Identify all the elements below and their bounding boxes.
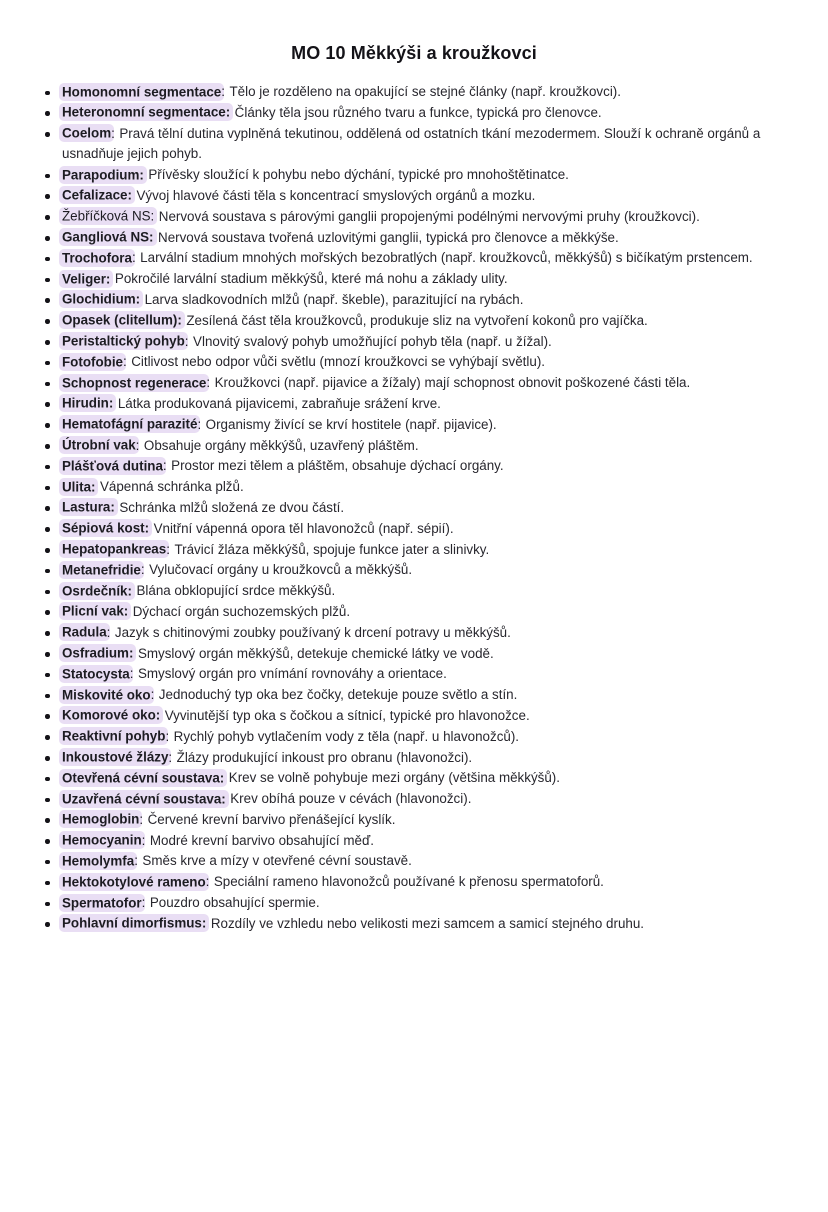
term-definition: Organismy živící se krví hostitele (např. pijavice). — [205, 416, 497, 432]
term-list-item — [43, 810, 788, 831]
term-list-item — [43, 727, 788, 748]
term-list-item — [43, 124, 788, 166]
term-definition: Trávicí žláza měkkýšů, spojuje funkce jater a slinivky. — [174, 541, 490, 557]
term-colon: : — [166, 541, 170, 557]
term-definition: Červené krevní barvivo přenášející kyslík. — [147, 811, 396, 827]
term-definition: Rozdíly ve vzhledu nebo velikosti mezi samcem a samicí stejného druhu. — [210, 915, 645, 931]
term-highlight: Homonomní segmentace — [59, 83, 224, 101]
term-highlight: Hepatopankreas — [59, 540, 169, 558]
term-colon: : — [122, 354, 127, 370]
term-list-item — [43, 914, 788, 935]
term-highlight: Miskovité oko — [59, 686, 154, 704]
term-list-item — [43, 519, 788, 540]
term-colon: : — [197, 416, 202, 432]
term-highlight: Parapodium: — [59, 166, 147, 184]
term-list-item — [43, 706, 788, 727]
term-definition: Rychlý pohyb vytlačením vody z těla (např. u hlavonožců). — [173, 728, 520, 744]
term-definition: Přívěsky sloužící k pohybu nebo dýchání, typické pro mnohoštětinatce. — [148, 167, 569, 183]
term-highlight: Osfradium: — [59, 644, 136, 662]
term-highlight: Schopnost regenerace — [59, 374, 209, 392]
term-highlight: Uzavřená cévní soustava: — [59, 790, 229, 808]
term-colon: : — [140, 562, 145, 578]
term-highlight: Útrobní vak — [59, 436, 139, 454]
term-definition: Dýchací orgán suchozemských plžů. — [132, 603, 351, 619]
term-definition: Speciální rameno hlavonožců používané k přenosu spermatoforů. — [213, 874, 604, 890]
term-definition: Pouzdro obsahující spermie. — [149, 895, 320, 911]
term-highlight: Žebříčková NS: — [59, 207, 157, 225]
term-highlight: Hemolymfa — [59, 852, 137, 870]
term-colon: : — [134, 853, 138, 869]
term-definition: Žlázy produkující inkoust pro obranu (hlavonožci). — [176, 749, 473, 765]
term-highlight: Hemoglobin — [59, 810, 142, 828]
term-definition: Vlnovitý svalový pohyb umožňující pohyb těla (např. u žížal). — [193, 333, 552, 349]
term-highlight: Inkoustové žlázy — [59, 748, 171, 766]
term-definition: Pravá tělní dutina vyplněná tekutinou, oddělená od ostatních tkání mezodermem. Slouží k ochraně orgánů a usnadňuje jejich pohyb. — [62, 125, 761, 162]
term-definition: Citlivost nebo odpor vůči světlu (mnozí kroužkovci se vyhýbají světlu). — [131, 354, 546, 370]
term-highlight: Komorové oko: — [59, 706, 163, 724]
term-definition: Prostor mezi tělem a pláštěm, obsahuje dýchací orgány. — [171, 458, 504, 474]
term-highlight: Pohlavní dimorfismus: — [59, 914, 209, 932]
term-list-item — [43, 602, 788, 623]
term-highlight: Peristaltický pohyb — [59, 332, 188, 350]
term-colon: : — [139, 811, 144, 827]
term-list-item — [43, 893, 788, 914]
term-colon: : — [141, 895, 146, 911]
term-list-item — [43, 644, 788, 665]
term-highlight: Fotofobie — [59, 353, 126, 371]
term-list-item — [43, 415, 788, 436]
term-highlight: Opasek (clitellum): — [59, 311, 185, 329]
term-definition: Modré krevní barvivo obsahující měď. — [149, 832, 374, 848]
term-highlight: Osrdečník: — [59, 582, 135, 600]
term-colon: : — [111, 125, 115, 141]
term-list-item — [43, 498, 788, 519]
term-list-item — [43, 540, 788, 561]
term-colon: : — [165, 728, 170, 744]
term-definition: Smyslový orgán měkkýšů, detekuje chemické látky ve vodě. — [137, 645, 494, 661]
term-list-item — [43, 290, 788, 311]
term-colon: : — [135, 437, 140, 453]
term-colon: : — [162, 458, 167, 474]
term-list-item — [43, 768, 788, 789]
term-definition: Zesílená část těla kroužkovců, produkuje sliz na vytvoření kokonů pro vajíčka. — [186, 312, 648, 328]
term-colon: : — [106, 624, 111, 640]
term-list-item — [43, 831, 788, 852]
term-highlight: Heteronomní segmentace: — [59, 103, 233, 121]
term-colon: : — [168, 749, 173, 765]
term-list-item — [43, 685, 788, 706]
term-list-item — [43, 228, 788, 249]
term-colon: : — [131, 250, 136, 266]
term-definition: Obsahuje orgány měkkýšů, uzavřený pláštěm. — [143, 437, 419, 453]
term-highlight: Plicní vak: — [59, 602, 131, 620]
term-highlight: Metanefridie — [59, 561, 144, 579]
term-highlight: Hematofágní parazité — [59, 415, 200, 433]
document-page — [0, 41, 828, 1212]
term-list-item — [43, 623, 788, 644]
term-list-item — [43, 373, 788, 394]
term-definition: Vyvinutější typ oka s čočkou a sítnicí, typické pro hlavonožce. — [164, 707, 530, 723]
term-colon: : — [129, 666, 134, 682]
term-list-item — [43, 207, 788, 228]
term-list-item — [43, 851, 788, 872]
term-highlight: Radula — [59, 623, 110, 641]
term-highlight: Hirudin: — [59, 394, 116, 412]
term-list-item — [43, 332, 788, 353]
term-colon: : — [184, 333, 189, 349]
term-highlight: Spermatofor — [59, 894, 145, 912]
term-highlight: Otevřená cévní soustava: — [59, 769, 227, 787]
term-list-item — [43, 103, 788, 124]
term-highlight: Statocysta — [59, 665, 133, 683]
term-highlight: Cefalizace: — [59, 186, 135, 204]
term-list-item — [43, 477, 788, 498]
term-definition: Blána obklopující srdce měkkýšů. — [136, 583, 336, 599]
term-definition: Vápenná schránka plžů. — [99, 479, 244, 495]
term-list-item — [43, 248, 788, 269]
term-list-item — [43, 456, 788, 477]
term-highlight: Sépiová kost: — [59, 519, 152, 537]
term-highlight: Plášťová dutina — [59, 457, 166, 475]
term-definition: Kroužkovci (např. pijavice a žížaly) mají schopnost obnovit poškozené části těla. — [214, 375, 691, 391]
term-highlight: Ulita: — [59, 478, 98, 496]
term-highlight: Hemocyanin — [59, 831, 145, 849]
term-definition: Nervová soustava tvořená uzlovitými ganglii, typická pro členovce a měkkýše. — [158, 229, 619, 245]
term-list-item — [43, 82, 788, 103]
term-highlight: Lastura: — [59, 498, 118, 516]
term-definition: Vývoj hlavové části těla s koncentrací smyslových orgánů a mozku. — [136, 187, 536, 203]
term-list-item — [43, 436, 788, 457]
term-colon: : — [205, 874, 210, 890]
term-list-item — [43, 664, 788, 685]
term-definition: Nervová soustava s párovými ganglii propojenými podélnými nervovými pruhy (kroužkovci). — [158, 208, 700, 224]
term-definition: Larva sladkovodních mlžů (např. škeble), parazitující na rybách. — [144, 291, 524, 307]
term-definition: Tělo je rozděleno na opakující se stejné články (např. kroužkovci). — [229, 84, 621, 99]
term-colon: : — [206, 375, 211, 391]
term-list-item — [43, 165, 788, 186]
term-definition: Krev obíhá pouze v cévách (hlavonožci). — [230, 791, 472, 807]
term-list-item — [43, 269, 788, 290]
term-definition: Larvální stadium mnohých mořských bezobratlých (např. kroužkovců, měkkýšů) s bičíkatým prstencem. — [140, 250, 753, 266]
term-definition: Schránka mlžů složená ze dvou částí. — [119, 499, 345, 515]
term-list — [0, 82, 828, 935]
term-highlight: Glochidium: — [59, 290, 143, 308]
term-highlight: Gangliová NS: — [59, 228, 157, 246]
term-colon: : — [141, 832, 146, 848]
page-title: MO 10 Měkkýši a kroužkovci — [291, 43, 537, 63]
term-highlight: Trochofora — [59, 249, 135, 267]
term-list-item — [43, 394, 788, 415]
term-definition: Směs krve a mízy v otevřené cévní soustavě. — [142, 853, 412, 869]
term-colon: : — [221, 84, 225, 99]
term-definition: Vnitřní vápenná opora těl hlavonožců (např. sépií). — [153, 520, 454, 536]
term-highlight: Veliger: — [59, 270, 113, 288]
term-definition: Látka produkovaná pijavicemi, zabraňuje srážení krve. — [117, 395, 441, 411]
term-list-item — [43, 560, 788, 581]
term-list-item — [43, 789, 788, 810]
term-list-item — [43, 748, 788, 769]
term-highlight: Coelom — [59, 124, 114, 142]
term-list-item — [43, 186, 788, 207]
term-list-item — [43, 352, 788, 373]
term-definition: Krev se volně pohybuje mezi orgány (většina měkkýšů). — [228, 770, 560, 786]
term-definition: Jednoduchý typ oka bez čočky, detekuje pouze světlo a stín. — [158, 687, 518, 703]
term-definition: Pokročilé larvální stadium měkkýšů, které má nohu a základy ulity. — [114, 271, 508, 287]
term-definition: Smyslový orgán pro vnímání rovnováhy a orientace. — [137, 666, 447, 682]
term-list-item — [43, 581, 788, 602]
term-highlight: Hektokotylové rameno — [59, 873, 209, 891]
term-definition: Vylučovací orgány u kroužkovců a měkkýšů. — [149, 562, 413, 578]
term-list-item — [43, 311, 788, 332]
term-definition: Jazyk s chitinovými zoubky používaný k drcení potravy u měkkýšů. — [114, 624, 511, 640]
term-highlight: Reaktivní pohyb — [59, 727, 168, 745]
term-colon: : — [150, 687, 155, 703]
term-definition: Články těla jsou různého tvaru a funkce, typická pro členovce. — [234, 104, 602, 120]
term-list-item — [43, 872, 788, 893]
